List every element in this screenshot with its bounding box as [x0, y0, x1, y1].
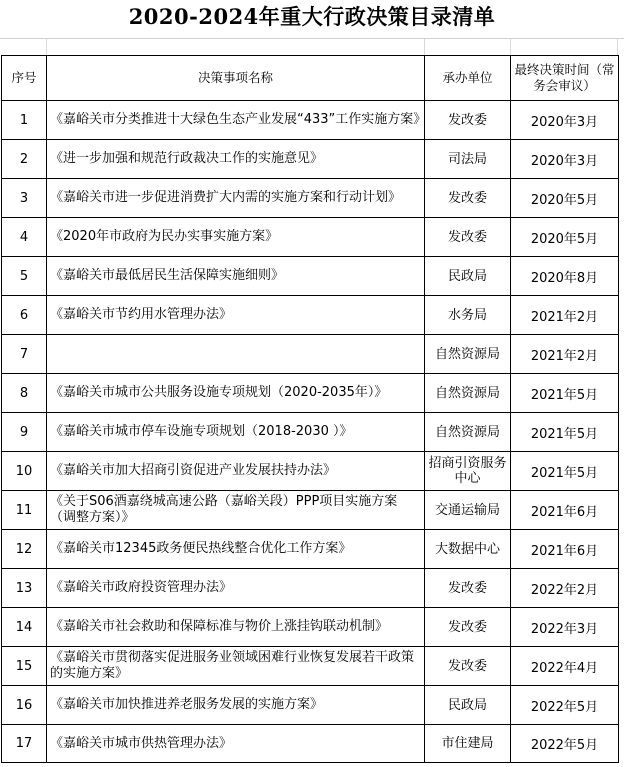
- row-seq: 13: [2, 569, 47, 608]
- row-unit: 发改委: [425, 179, 511, 218]
- table-row: [2, 491, 619, 530]
- row-date: 2021年5月: [511, 413, 619, 452]
- row-seq: 6: [2, 296, 47, 335]
- row-date: 2022年5月: [511, 725, 619, 763]
- row-name: 《进一步加强和规范行政裁决工作的实施意见》: [47, 140, 425, 179]
- table-row: [2, 140, 619, 179]
- row-name: 《嘉峪关市政府投资管理办法》: [47, 569, 425, 608]
- row-unit: 发改委: [425, 647, 511, 686]
- row-seq: 12: [2, 530, 47, 569]
- row-name: 《关于S06酒嘉绕城高速公路（嘉峪关段）PPP项目实施方案（调整方案）》: [47, 491, 425, 530]
- row-seq: 16: [2, 686, 47, 725]
- row-seq: 7: [2, 335, 47, 374]
- table-row: [2, 530, 619, 569]
- row-date: 2021年6月: [511, 530, 619, 569]
- row-name: 《嘉峪关市城市公共服务设施专项规划（2020-2035年）》: [47, 374, 425, 413]
- row-date: 2021年2月: [511, 296, 619, 335]
- table-row: [2, 452, 619, 491]
- table-row: [2, 374, 619, 413]
- row-unit: 发改委: [425, 569, 511, 608]
- table-row: [2, 569, 619, 608]
- row-date: 2022年5月: [511, 686, 619, 725]
- row-name: 《嘉峪关市分类推进十大绿色生态产业发展“433”工作实施方案》: [47, 101, 425, 140]
- row-date: 2022年2月: [511, 569, 619, 608]
- row-date: 2021年5月: [511, 452, 619, 491]
- table-row: [2, 257, 619, 296]
- row-name: 《嘉峪关市城市供热管理办法》: [47, 725, 425, 763]
- blank-row: [0, 38, 624, 56]
- header-row: [2, 56, 619, 101]
- row-name: 《嘉峪关市12345政务便民热线整合优化工作方案》: [47, 530, 425, 569]
- row-unit: 交通运输局: [425, 491, 511, 530]
- row-seq: 1: [2, 101, 47, 140]
- row-seq: 5: [2, 257, 47, 296]
- table-row: [2, 725, 619, 763]
- row-name: 《嘉峪关市加快推进养老服务发展的实施方案》: [47, 686, 425, 725]
- row-unit: 招商引资服务中心: [425, 452, 511, 491]
- row-unit: 发改委: [425, 608, 511, 647]
- row-seq: 10: [2, 452, 47, 491]
- row-unit: 水务局: [425, 296, 511, 335]
- row-date: 2020年3月: [511, 140, 619, 179]
- row-unit: 民政局: [425, 257, 511, 296]
- header-unit: 承办单位: [425, 56, 511, 101]
- page-title: 2020-2024年重大行政决策目录清单: [128, 4, 496, 29]
- table-row: [2, 608, 619, 647]
- row-unit: 大数据中心: [425, 530, 511, 569]
- row-unit: 市住建局: [425, 725, 511, 763]
- row-date: 2020年5月: [511, 218, 619, 257]
- row-seq: 14: [2, 608, 47, 647]
- row-name: 《2020年市政府为民办实事实施方案》: [47, 218, 425, 257]
- header-date: 最终决策时间（常务会审议）: [511, 56, 619, 101]
- row-seq: 3: [2, 179, 47, 218]
- row-date: 2020年5月: [511, 179, 619, 218]
- table-row: [2, 413, 619, 452]
- table-row: [2, 218, 619, 257]
- row-name: [47, 335, 425, 374]
- row-name: 《嘉峪关市节约用水管理办法》: [47, 296, 425, 335]
- row-date: 2022年3月: [511, 608, 619, 647]
- row-date: 2021年5月: [511, 374, 619, 413]
- row-name: 《嘉峪关市社会救助和保障标准与物价上涨挂钩联动机制》: [47, 608, 425, 647]
- row-unit: 发改委: [425, 101, 511, 140]
- row-date: 2022年4月: [511, 647, 619, 686]
- row-unit: 自然资源局: [425, 413, 511, 452]
- row-seq: 15: [2, 647, 47, 686]
- table-row: [2, 296, 619, 335]
- row-name: 《嘉峪关市进一步促进消费扩大内需的实施方案和行动计划》: [47, 179, 425, 218]
- header-name: 决策事项名称: [47, 56, 425, 101]
- row-date: 2020年3月: [511, 101, 619, 140]
- table-row: [2, 101, 619, 140]
- row-name: 《嘉峪关市贯彻落实促进服务业领域困难行业恢复发展若干政策的实施方案》: [47, 647, 425, 686]
- row-seq: 2: [2, 140, 47, 179]
- row-seq: 4: [2, 218, 47, 257]
- row-date: 2020年8月: [511, 257, 619, 296]
- table-row: [2, 647, 619, 686]
- row-seq: 17: [2, 725, 47, 763]
- row-unit: 司法局: [425, 140, 511, 179]
- table-row: [2, 335, 619, 374]
- row-unit: 民政局: [425, 686, 511, 725]
- row-date: 2021年2月: [511, 335, 619, 374]
- row-seq: 8: [2, 374, 47, 413]
- row-unit: 自然资源局: [425, 374, 511, 413]
- row-unit: 自然资源局: [425, 335, 511, 374]
- decision-table: [1, 55, 619, 763]
- row-unit: 发改委: [425, 218, 511, 257]
- row-seq: 9: [2, 413, 47, 452]
- row-name: 《嘉峪关市城市停车设施专项规划（2018-2030 ）》: [47, 413, 425, 452]
- header-seq: 序号: [2, 56, 47, 101]
- row-name: 《嘉峪关市加大招商引资促进产业发展扶持办法》: [47, 452, 425, 491]
- table-row: [2, 686, 619, 725]
- row-seq: 11: [2, 491, 47, 530]
- row-name: 《嘉峪关市最低居民生活保障实施细则》: [47, 257, 425, 296]
- row-date: 2021年6月: [511, 491, 619, 530]
- table-row: [2, 179, 619, 218]
